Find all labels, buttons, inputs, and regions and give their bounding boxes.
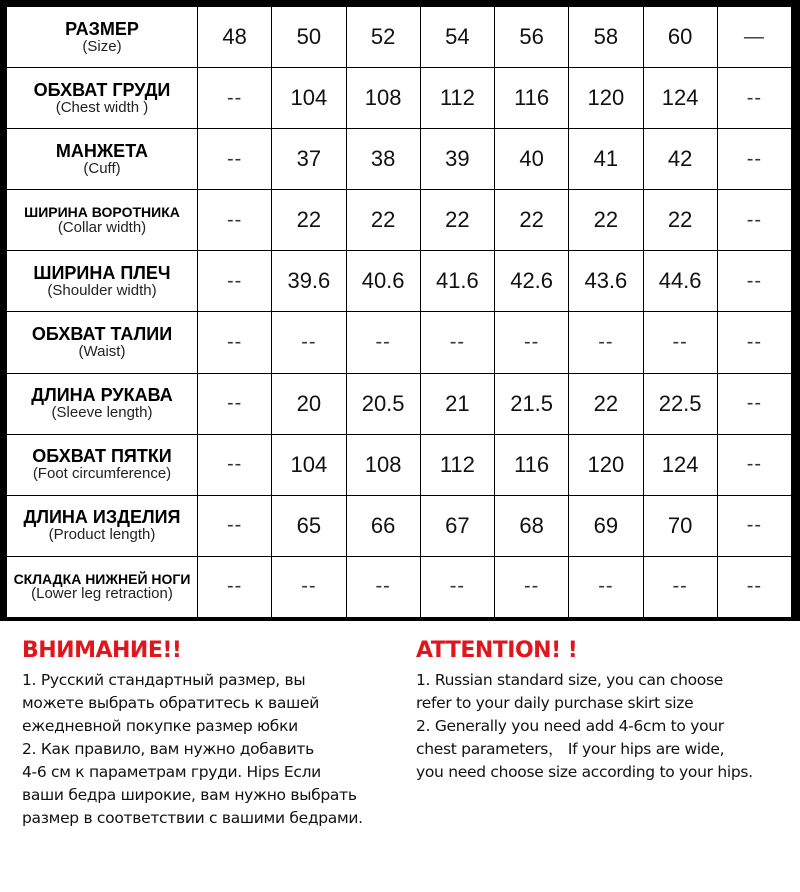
table-row	[7, 373, 792, 434]
row-label-en: (Sleeve length)	[51, 404, 153, 422]
measurement-cell: 39.6	[272, 251, 346, 312]
table-row	[7, 68, 792, 129]
header-label-ru: РАЗМЕР	[65, 18, 139, 39]
measurement-cell: 66	[346, 495, 420, 556]
measurement-cell: --	[717, 312, 791, 373]
row-label-en: (Cuff)	[83, 159, 121, 177]
row-label-ru: МАНЖЕТА	[55, 140, 149, 161]
note-line: 4-6 см к параметрам груди. Hips Если	[22, 763, 321, 781]
table-row	[7, 251, 792, 312]
measurement-cell: 42.6	[495, 251, 569, 312]
size-header-cell: 52	[346, 7, 420, 68]
measurement-cell: --	[569, 556, 643, 617]
row-label-ru: ДЛИНА РУКАВА	[31, 385, 173, 406]
measurement-cell: 108	[346, 68, 420, 129]
measurement-cell: --	[198, 434, 272, 495]
measurement-cell: 22	[569, 190, 643, 251]
measurement-cell: --	[198, 68, 272, 129]
table-row	[7, 312, 792, 373]
note-line: refer to your daily purchase skirt size	[416, 694, 694, 712]
measurement-cell: 21.5	[495, 373, 569, 434]
row-label-cell	[7, 312, 198, 373]
row-label-cell	[7, 190, 198, 251]
row-label-cell	[7, 373, 198, 434]
row-label-cell	[7, 495, 198, 556]
table-row	[7, 434, 792, 495]
measurement-cell: 124	[643, 68, 717, 129]
measurement-cell: 120	[569, 434, 643, 495]
table-row	[7, 495, 792, 556]
measurement-cell: 22	[569, 373, 643, 434]
measurement-cell: 22	[495, 190, 569, 251]
measurement-cell: --	[346, 556, 420, 617]
measurement-cell: --	[272, 556, 346, 617]
measurement-cell: 68	[495, 495, 569, 556]
measurement-cell: 65	[272, 495, 346, 556]
header-label-cell	[7, 7, 198, 68]
measurement-cell: --	[198, 373, 272, 434]
measurement-cell: --	[717, 129, 791, 190]
measurement-cell: --	[198, 312, 272, 373]
measurement-cell: --	[643, 556, 717, 617]
measurement-cell: --	[717, 373, 791, 434]
notes-english	[416, 638, 800, 784]
size-header-cell: 60	[643, 7, 717, 68]
measurement-cell: 22	[272, 190, 346, 251]
row-label-en: (Lower leg retraction)	[31, 585, 173, 603]
measurement-cell: --	[272, 312, 346, 373]
size-header-cell: —	[717, 7, 791, 68]
measurement-cell: 39	[420, 129, 494, 190]
row-label-ru: ОБХВАТ ГРУДИ	[33, 79, 171, 100]
measurement-cell: --	[420, 312, 494, 373]
measurement-cell: 69	[569, 495, 643, 556]
size-header-cell: 48	[198, 7, 272, 68]
header-label-en: (Size)	[82, 37, 122, 55]
size-chart-table	[6, 6, 792, 618]
measurement-cell: --	[420, 556, 494, 617]
measurement-cell: 42	[643, 129, 717, 190]
table-row	[7, 190, 792, 251]
note-line: 2. Generally you need add 4-6cm to your	[416, 717, 724, 735]
measurement-cell: --	[717, 556, 791, 617]
row-label-cell	[7, 68, 198, 129]
row-label-en: (Waist)	[78, 343, 126, 361]
row-label-ru: ШИРИНА ВОРОТНИКА	[24, 204, 180, 221]
measurement-cell: 124	[643, 434, 717, 495]
measurement-cell: 112	[420, 68, 494, 129]
row-label-en: (Product length)	[48, 526, 156, 544]
measurement-cell: 67	[420, 495, 494, 556]
notes-ru-title: ВНИМАНИЕ!!	[22, 638, 182, 663]
row-label-ru: ДЛИНА ИЗДЕЛИЯ	[23, 507, 181, 528]
size-header-cell: 56	[495, 7, 569, 68]
measurement-cell: 116	[495, 68, 569, 129]
measurement-cell: 108	[346, 434, 420, 495]
row-label-en: (Shoulder width)	[47, 281, 157, 299]
notes-en-title: ATTENTION! !	[416, 638, 578, 663]
measurement-cell: --	[495, 556, 569, 617]
row-label-en: (Collar width)	[57, 218, 147, 236]
row-label-cell	[7, 251, 198, 312]
note-line: ежедневной покупке размер юбки	[22, 717, 298, 735]
note-line: you need choose size according to your hips.	[416, 763, 753, 781]
measurement-cell: 41.6	[420, 251, 494, 312]
row-label-cell	[7, 434, 198, 495]
row-label-ru: ОБХВАТ ТАЛИИ	[31, 324, 173, 345]
row-label-ru: СКЛАДКА НИЖНЕЙ НОГИ	[13, 570, 191, 587]
measurement-cell: --	[346, 312, 420, 373]
note-line: 1. Русский стандартный размер, вы	[22, 671, 306, 689]
measurement-cell: --	[495, 312, 569, 373]
measurement-cell: --	[198, 495, 272, 556]
measurement-cell: --	[198, 251, 272, 312]
note-line: 1. Russian standard size, you can choose	[416, 671, 724, 689]
measurement-cell: 41	[569, 129, 643, 190]
measurement-cell: --	[569, 312, 643, 373]
measurement-cell: --	[198, 556, 272, 617]
measurement-cell: --	[717, 68, 791, 129]
size-header-cell: 58	[569, 7, 643, 68]
measurement-cell: --	[643, 312, 717, 373]
note-line: можете выбрать обратитесь к вашей	[22, 694, 319, 712]
measurement-cell: 22.5	[643, 373, 717, 434]
measurement-cell: 112	[420, 434, 494, 495]
measurement-cell: 22	[420, 190, 494, 251]
measurement-cell: 22	[346, 190, 420, 251]
measurement-cell: 120	[569, 68, 643, 129]
note-line: размер в соответствии с вашими бедрами.	[22, 809, 363, 827]
measurement-cell: 116	[495, 434, 569, 495]
measurement-cell: 104	[272, 68, 346, 129]
row-label-cell	[7, 556, 198, 617]
measurement-cell: 43.6	[569, 251, 643, 312]
note-line: ваши бедра широкие, вам нужно выбрать	[22, 786, 357, 804]
measurement-cell: --	[717, 495, 791, 556]
measurement-cell: 44.6	[643, 251, 717, 312]
measurement-cell: 21	[420, 373, 494, 434]
size-header-cell: 54	[420, 7, 494, 68]
header-row	[7, 7, 792, 68]
note-line: 2. Как правило, вам нужно добавить	[22, 740, 314, 758]
table-row	[7, 556, 792, 617]
size-header-cell: 50	[272, 7, 346, 68]
measurement-cell: 20.5	[346, 373, 420, 434]
row-label-en: (Foot circumference)	[32, 465, 172, 483]
measurement-cell: --	[717, 190, 791, 251]
measurement-cell: --	[717, 251, 791, 312]
measurement-cell: 70	[643, 495, 717, 556]
row-label-ru: ОБХВАТ ПЯТКИ	[32, 446, 172, 467]
measurement-cell: --	[717, 434, 791, 495]
measurement-cell: --	[198, 129, 272, 190]
measurement-cell: 38	[346, 129, 420, 190]
note-line: chest parameters， If your hips are wide,	[416, 740, 725, 758]
row-label-ru: ШИРИНА ПЛЕЧ	[33, 263, 171, 284]
table-row	[7, 129, 792, 190]
notes-russian	[22, 638, 412, 830]
row-label-en: (Chest width )	[55, 98, 149, 116]
row-label-cell	[7, 129, 198, 190]
measurement-cell: 22	[643, 190, 717, 251]
measurement-cell: 104	[272, 434, 346, 495]
measurement-cell: 40.6	[346, 251, 420, 312]
measurement-cell: --	[198, 190, 272, 251]
measurement-cell: 20	[272, 373, 346, 434]
measurement-cell: 37	[272, 129, 346, 190]
measurement-cell: 40	[495, 129, 569, 190]
